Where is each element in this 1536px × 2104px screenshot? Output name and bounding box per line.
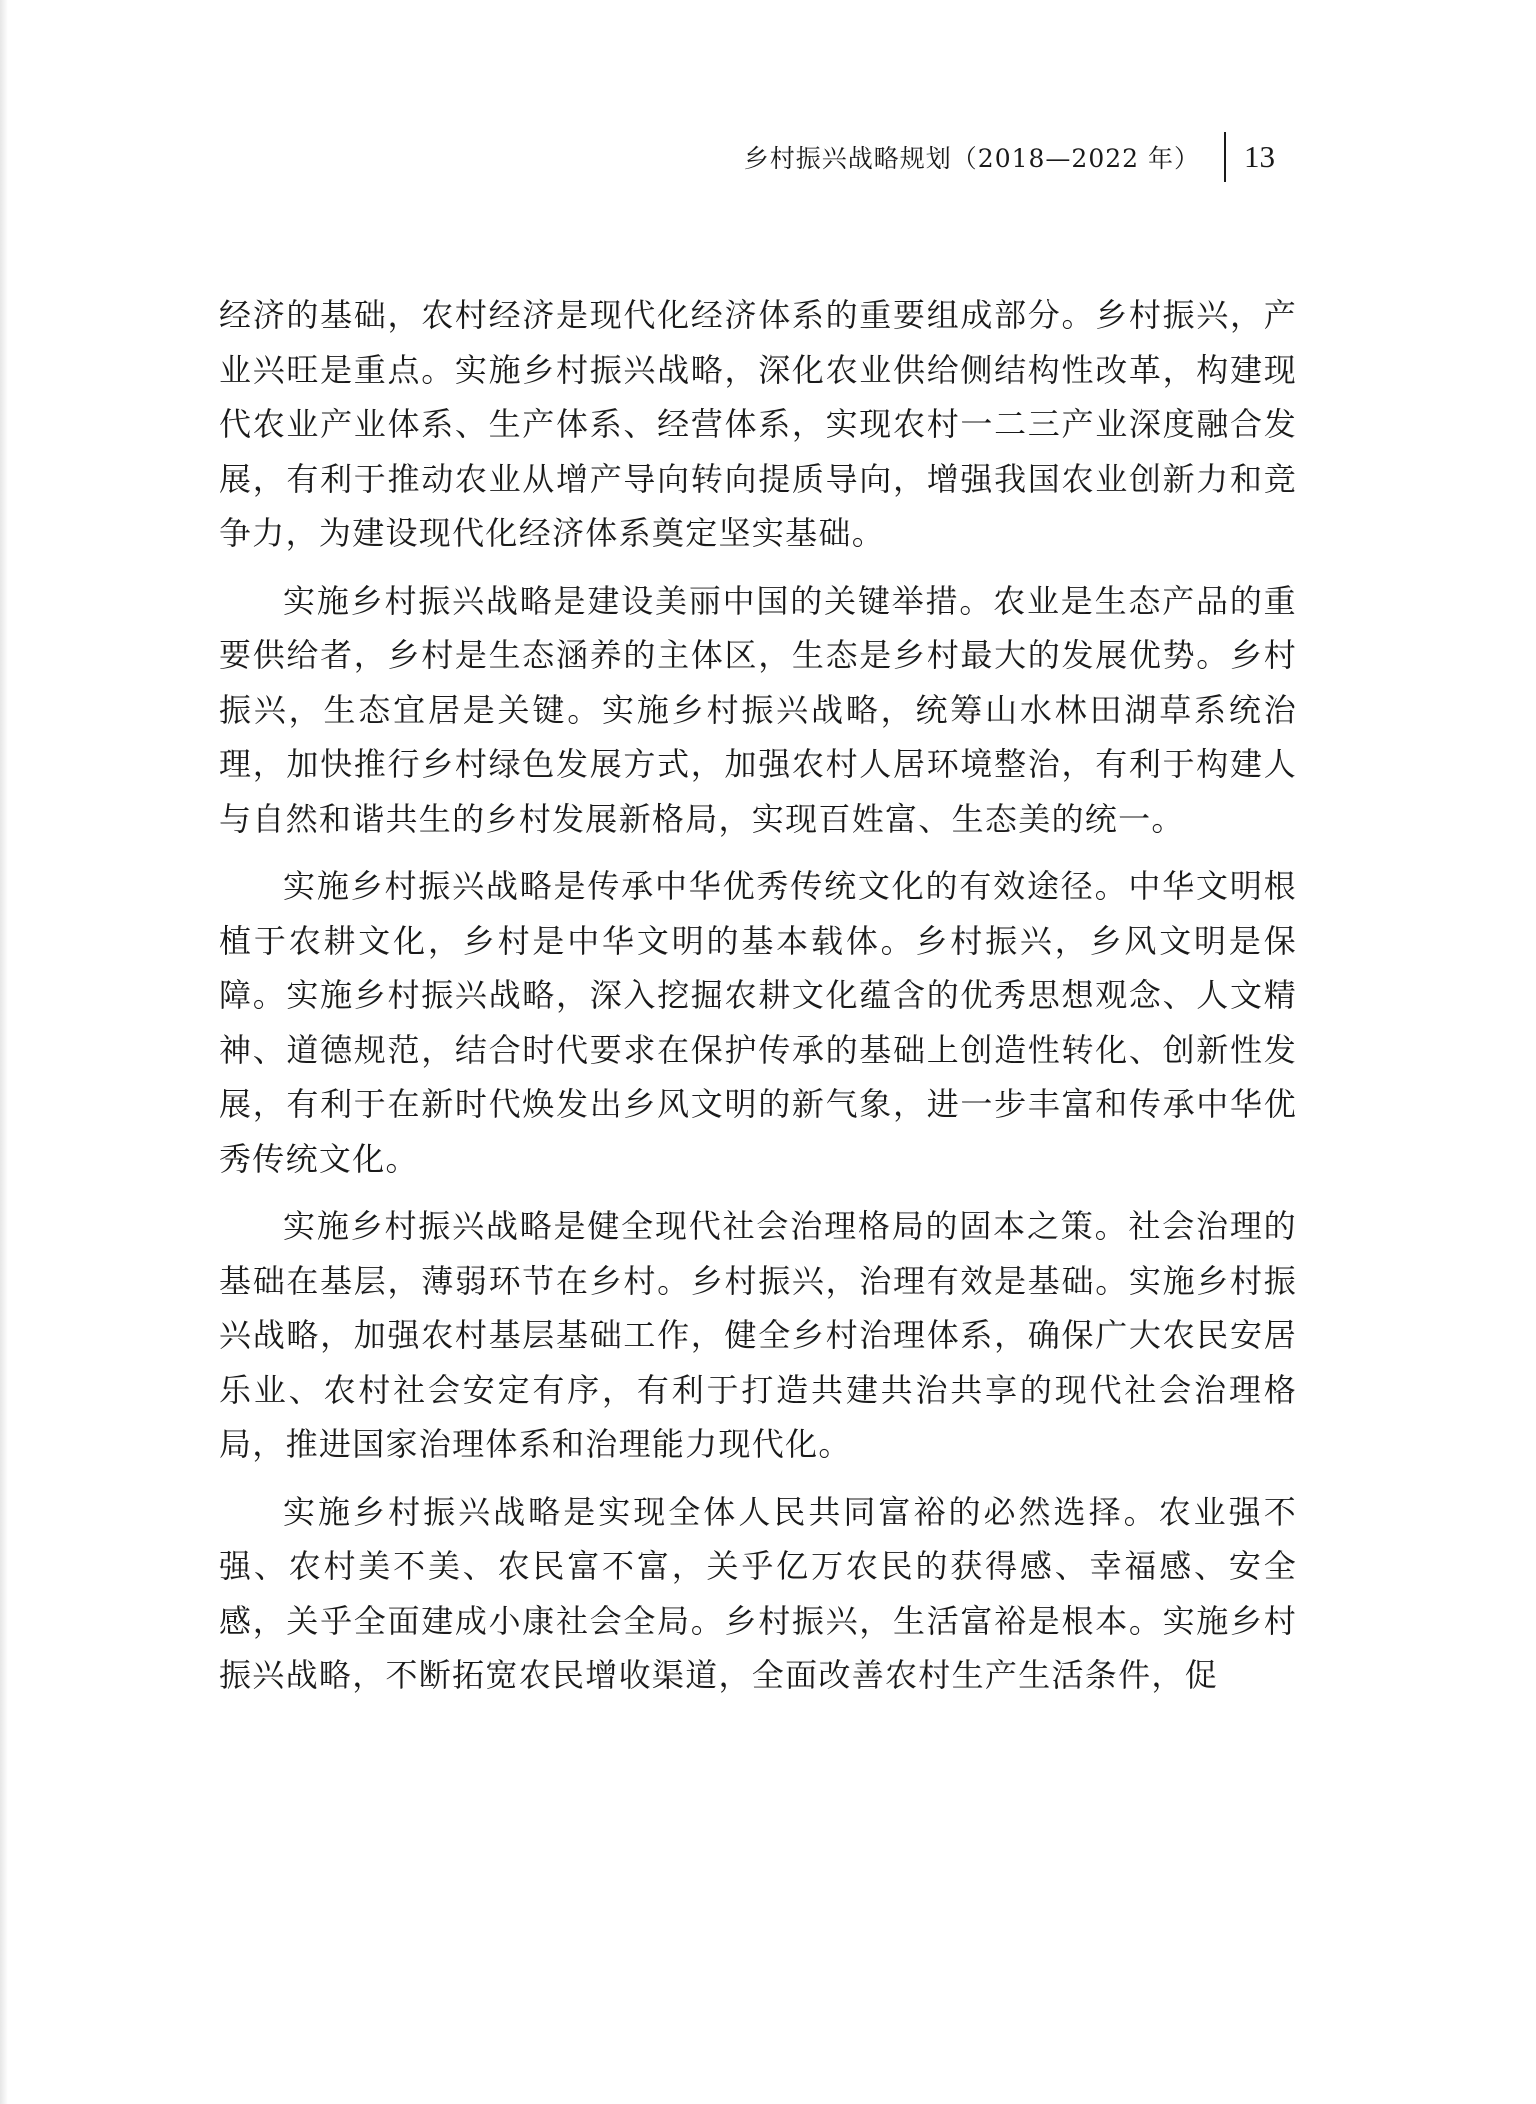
- page-edge-shadow: [0, 0, 8, 2104]
- paragraph: 实施乡村振兴战略是建设美丽中国的关键举措。农业是生态产品的重要供给者，乡村是生态涵养的主体区，生态是乡村最大的发展优势。乡村振兴，生态宜居是关键。实施乡村振兴战略，统筹山水林田湖草系统治理，加快推行乡村绿色发展方式，加强农村人居环境整治，有利于构建人与自然和谐共生的乡村发展新格局，实现百姓富、生态美的统一。: [219, 581, 1297, 838]
- header-divider: [1224, 132, 1226, 182]
- paragraph: 实施乡村振兴战略是实现全体人民共同富裕的必然选择。农业强不强、农村美不美、农民富不富，关乎亿万农民的获得感、幸福感、安全感，关乎全面建成小康社会全局。乡村振兴，生活富裕是根本。实施乡村振兴战略，不断拓宽农民增收渠道，全面改善农村生产生活条件，促: [219, 1492, 1297, 1694]
- page-number: 13: [1244, 139, 1275, 174]
- paragraph: 实施乡村振兴战略是健全现代社会治理格局的固本之策。社会治理的基础在基层，薄弱环节在乡村。乡村振兴，治理有效是基础。实施乡村振兴战略，加强农村基层基础工作，健全乡村治理体系，确保广大农民安居乐业、农村社会安定有序，有利于打造共建共治共享的现代社会治理格局，推进国家治理体系和治理能力现代化。: [219, 1207, 1297, 1463]
- paragraph-continued: 经济的基础，农村经济是现代化经济体系的重要组成部分。乡村振兴，产业兴旺是重点。实施乡村振兴战略，深化农业供给侧结构性改革，构建现代农业产业体系、生产体系、经营体系，实现农村一二三产业深度融合发展，有利于推动农业从增产导向转向提质导向，增强我国农业创新力和竞争力，为建设现代化经济体系奠定坚实基础。: [219, 296, 1297, 552]
- paragraph: 实施乡村振兴战略是传承中华优秀传统文化的有效途径。中华文明根植于农耕文化，乡村是中华文明的基本载体。乡村振兴，乡风文明是保障。实施乡村振兴战略，深入挖掘农耕文化蕴含的优秀思想观念、人文精神、道德规范，结合时代要求在保护传承的基础上创造性转化、创新性发展，有利于在新时代焕发出乡风文明的新气象，进一步丰富和传承中华优秀传统文化。: [219, 867, 1297, 1178]
- body-text: [219, 288, 1297, 1716]
- running-header: [744, 132, 1278, 182]
- book-title: 乡村振兴战略规划（2018—2022 年）: [743, 144, 1200, 173]
